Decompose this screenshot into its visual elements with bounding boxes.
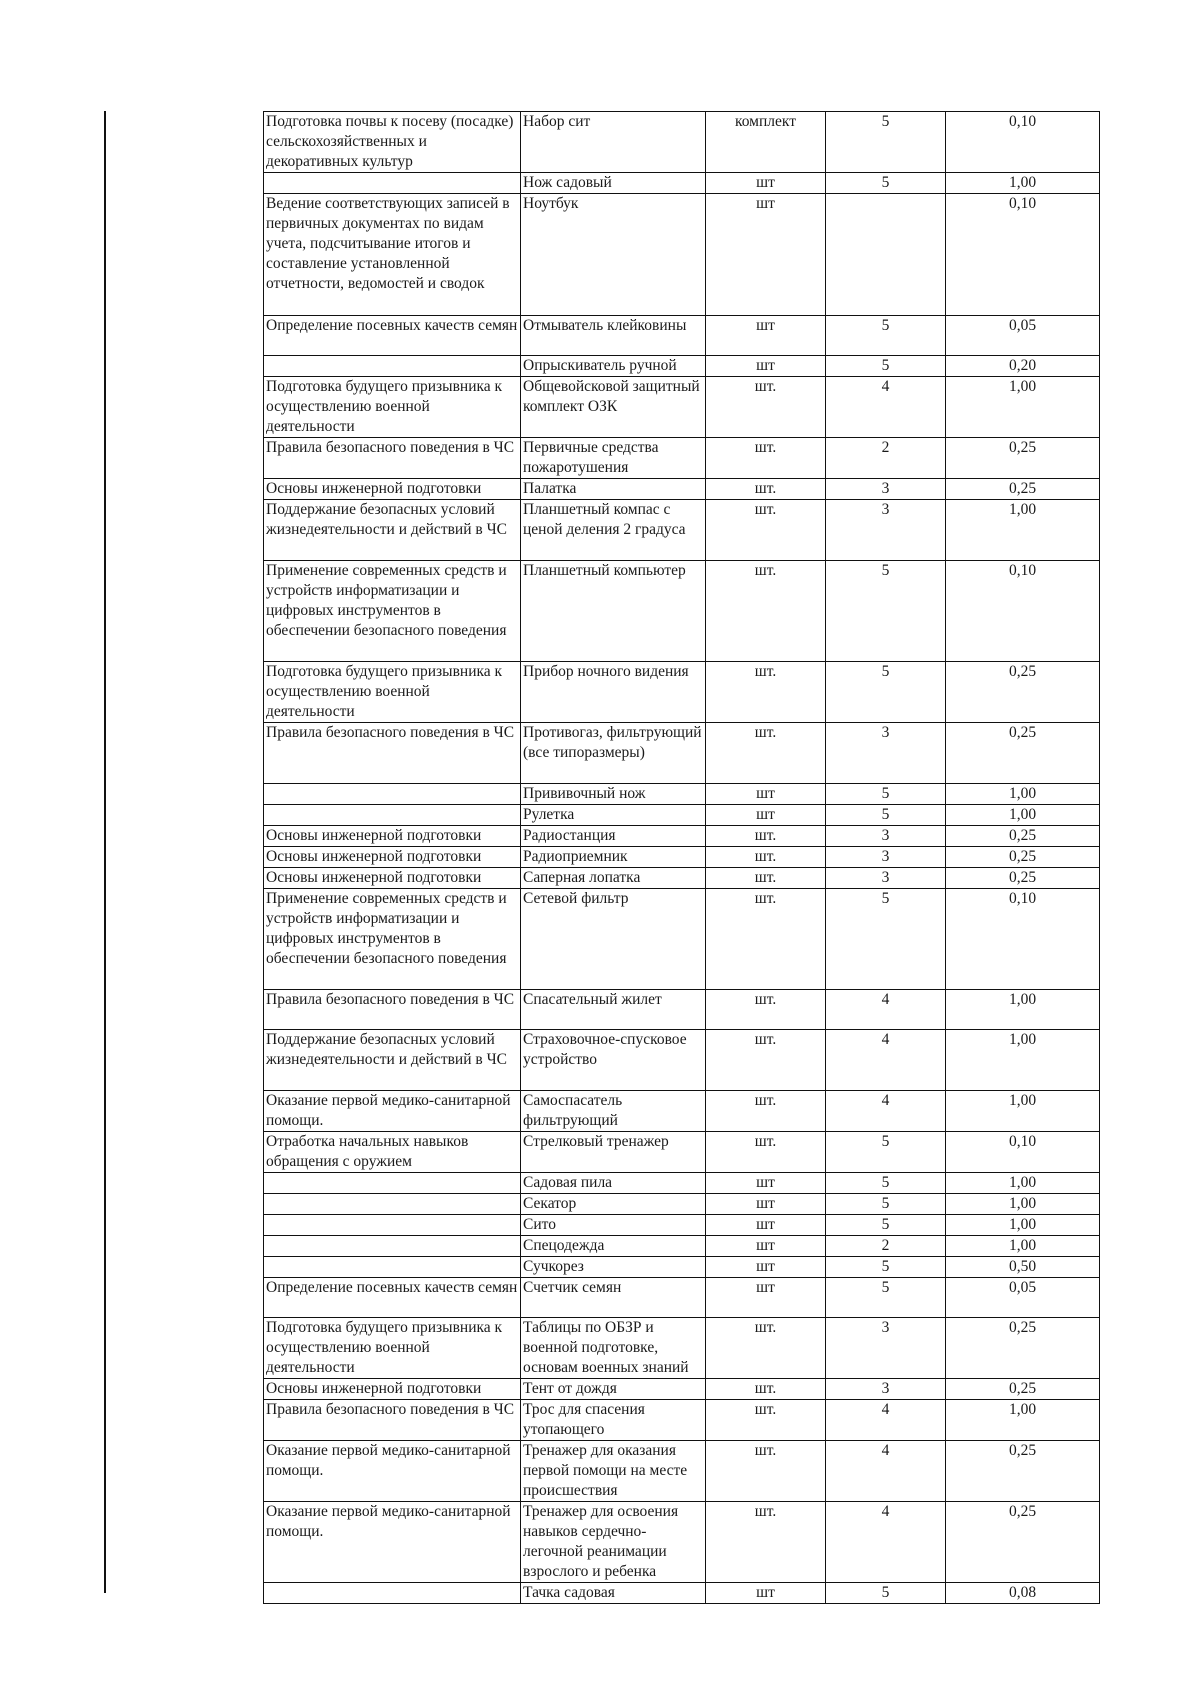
coef-cell: 1,00 — [946, 1194, 1100, 1215]
topic-cell: Поддержание безопасных условий жизнедеятельности и действий в ЧС — [264, 1030, 521, 1091]
coef-cell: 1,00 — [946, 377, 1100, 438]
item-cell: Тачка садовая — [521, 1583, 706, 1604]
table-row — [264, 1318, 1100, 1379]
qty-cell: 5 — [826, 1257, 946, 1278]
unit-cell: шт — [706, 1236, 826, 1257]
qty-cell: 3 — [826, 723, 946, 784]
unit-cell: шт — [706, 1194, 826, 1215]
table-row — [264, 1173, 1100, 1194]
qty-cell: 5 — [826, 784, 946, 805]
table-row — [264, 1194, 1100, 1215]
topic-cell: Правила безопасного поведения в ЧС — [264, 723, 521, 784]
coef-cell: 0,25 — [946, 826, 1100, 847]
item-cell: Прививочный нож — [521, 784, 706, 805]
topic-cell: Правила безопасного поведения в ЧС — [264, 1400, 521, 1441]
item-cell: Ноутбук — [521, 194, 706, 316]
item-cell: Общевойсковой защитный комплект ОЗК — [521, 377, 706, 438]
item-cell: Саперная лопатка — [521, 868, 706, 889]
coef-cell: 0,25 — [946, 723, 1100, 784]
blank-left-column — [106, 111, 264, 1593]
item-cell: Сетевой фильтр — [521, 889, 706, 990]
qty-cell: 5 — [826, 1583, 946, 1604]
topic-cell: Основы инженерной подготовки — [264, 1379, 521, 1400]
unit-cell: шт — [706, 1173, 826, 1194]
qty-cell: 5 — [826, 1194, 946, 1215]
table-row — [264, 889, 1100, 990]
item-cell: Тент от дождя — [521, 1379, 706, 1400]
qty-cell: 3 — [826, 826, 946, 847]
topic-cell — [264, 1236, 521, 1257]
coef-cell: 0,05 — [946, 316, 1100, 356]
item-cell: Спасательный жилет — [521, 990, 706, 1030]
table-row — [264, 356, 1100, 377]
coef-cell: 1,00 — [946, 1400, 1100, 1441]
coef-cell: 1,00 — [946, 1236, 1100, 1257]
unit-cell: шт. — [706, 377, 826, 438]
unit-cell: шт. — [706, 500, 826, 561]
topic-cell — [264, 1194, 521, 1215]
unit-cell: шт. — [706, 479, 826, 500]
qty-cell: 5 — [826, 889, 946, 990]
item-cell: Счетчик семян — [521, 1278, 706, 1318]
coef-cell: 0,50 — [946, 1257, 1100, 1278]
table-row — [264, 1132, 1100, 1173]
qty-cell: 3 — [826, 500, 946, 561]
equipment-table — [263, 111, 1100, 1604]
coef-cell: 0,25 — [946, 1441, 1100, 1502]
unit-cell: шт. — [706, 1379, 826, 1400]
coef-cell: 0,10 — [946, 1132, 1100, 1173]
coef-cell: 0,25 — [946, 1379, 1100, 1400]
item-cell: Трос для спасения утопающего — [521, 1400, 706, 1441]
topic-cell: Поддержание безопасных условий жизнедеятельности и действий в ЧС — [264, 500, 521, 561]
topic-cell — [264, 784, 521, 805]
unit-cell: шт. — [706, 438, 826, 479]
qty-cell: 3 — [826, 847, 946, 868]
table-row — [264, 1091, 1100, 1132]
table-row — [264, 377, 1100, 438]
table-row — [264, 112, 1100, 173]
table-row — [264, 990, 1100, 1030]
item-cell: Первичные средства пожаротушения — [521, 438, 706, 479]
topic-cell: Отработка начальных навыков обращения с оружием — [264, 1132, 521, 1173]
table-row — [264, 1441, 1100, 1502]
item-cell: Спецодежда — [521, 1236, 706, 1257]
unit-cell: шт — [706, 1583, 826, 1604]
coef-cell: 1,00 — [946, 500, 1100, 561]
unit-cell: шт. — [706, 561, 826, 662]
qty-cell: 5 — [826, 805, 946, 826]
qty-cell: 4 — [826, 1400, 946, 1441]
table-row — [264, 662, 1100, 723]
table-row — [264, 1583, 1100, 1604]
table-row — [264, 1030, 1100, 1091]
item-cell: Страховочное-спусковое устройство — [521, 1030, 706, 1091]
qty-cell: 4 — [826, 1030, 946, 1091]
item-cell: Опрыскиватель ручной — [521, 356, 706, 377]
topic-cell — [264, 1173, 521, 1194]
topic-cell: Оказание первой медико-санитарной помощи. — [264, 1502, 521, 1583]
coef-cell: 0,25 — [946, 1318, 1100, 1379]
topic-cell: Подготовка будущего призывника к осуществлению военной деятельности — [264, 1318, 521, 1379]
qty-cell: 4 — [826, 1091, 946, 1132]
topic-cell — [264, 805, 521, 826]
unit-cell: шт — [706, 784, 826, 805]
table-row — [264, 561, 1100, 662]
qty-cell: 5 — [826, 112, 946, 173]
unit-cell: шт — [706, 1278, 826, 1318]
qty-cell: 4 — [826, 1502, 946, 1583]
unit-cell: шт. — [706, 723, 826, 784]
topic-cell: Оказание первой медико-санитарной помощи. — [264, 1441, 521, 1502]
coef-cell: 0,10 — [946, 889, 1100, 990]
qty-cell — [826, 194, 946, 316]
unit-cell: шт. — [706, 826, 826, 847]
item-cell: Отмыватель клейковины — [521, 316, 706, 356]
table-row — [264, 1278, 1100, 1318]
coef-cell: 0,10 — [946, 194, 1100, 316]
topic-cell — [264, 1215, 521, 1236]
unit-cell: шт. — [706, 990, 826, 1030]
table-row — [264, 784, 1100, 805]
qty-cell: 4 — [826, 1441, 946, 1502]
coef-cell: 1,00 — [946, 1091, 1100, 1132]
topic-cell: Определение посевных качеств семян — [264, 1278, 521, 1318]
qty-cell: 3 — [826, 1318, 946, 1379]
table-row — [264, 847, 1100, 868]
coef-cell: 0,05 — [946, 1278, 1100, 1318]
coef-cell: 1,00 — [946, 990, 1100, 1030]
coef-cell: 1,00 — [946, 805, 1100, 826]
topic-cell: Основы инженерной подготовки — [264, 868, 521, 889]
table-row — [264, 1379, 1100, 1400]
qty-cell: 5 — [826, 356, 946, 377]
unit-cell: шт. — [706, 1091, 826, 1132]
item-cell: Палатка — [521, 479, 706, 500]
item-cell: Рулетка — [521, 805, 706, 826]
unit-cell: комплект — [706, 112, 826, 173]
unit-cell: шт. — [706, 1502, 826, 1583]
topic-cell: Подготовка почвы к посеву (посадке) сельскохозяйственных и декоративных культур — [264, 112, 521, 173]
item-cell: Противогаз, фильтрующий (все типоразмеры) — [521, 723, 706, 784]
qty-cell: 3 — [826, 479, 946, 500]
topic-cell: Подготовка будущего призывника к осуществлению военной деятельности — [264, 662, 521, 723]
unit-cell: шт. — [706, 1441, 826, 1502]
item-cell: Сучкорез — [521, 1257, 706, 1278]
item-cell: Планшетный компьютер — [521, 561, 706, 662]
unit-cell: шт — [706, 356, 826, 377]
qty-cell: 5 — [826, 1132, 946, 1173]
qty-cell: 3 — [826, 1379, 946, 1400]
table-row — [264, 723, 1100, 784]
coef-cell: 0,08 — [946, 1583, 1100, 1604]
item-cell: Прибор ночного видения — [521, 662, 706, 723]
item-cell: Тренажер для освоения навыков сердечно-легочной реанимации взрослого и ребенка — [521, 1502, 706, 1583]
topic-cell: Применение современных средств и устройств информатизации и цифровых инструментов в обеспечении безопасного поведения — [264, 889, 521, 990]
item-cell: Самоспасатель фильтрующий — [521, 1091, 706, 1132]
item-cell: Садовая пила — [521, 1173, 706, 1194]
topic-cell: Оказание первой медико-санитарной помощи. — [264, 1091, 521, 1132]
table-row — [264, 868, 1100, 889]
item-cell: Секатор — [521, 1194, 706, 1215]
qty-cell: 5 — [826, 173, 946, 194]
coef-cell: 1,00 — [946, 1173, 1100, 1194]
topic-cell: Подготовка будущего призывника к осуществлению военной деятельности — [264, 377, 521, 438]
coef-cell: 0,10 — [946, 561, 1100, 662]
unit-cell: шт. — [706, 1400, 826, 1441]
topic-cell — [264, 1257, 521, 1278]
coef-cell: 1,00 — [946, 1215, 1100, 1236]
qty-cell: 2 — [826, 438, 946, 479]
qty-cell: 4 — [826, 377, 946, 438]
table-row — [264, 1257, 1100, 1278]
item-cell: Таблицы по ОБЗР и военной подготовке, основам военных знаний — [521, 1318, 706, 1379]
qty-cell: 2 — [826, 1236, 946, 1257]
topic-cell: Основы инженерной подготовки — [264, 479, 521, 500]
coef-cell: 0,20 — [946, 356, 1100, 377]
topic-cell: Ведение соответствующих записей в первичных документах по видам учета, подсчитывание итогов и составление установленной отчетности, ведомостей и сводок — [264, 194, 521, 316]
qty-cell: 5 — [826, 1215, 946, 1236]
qty-cell: 5 — [826, 1173, 946, 1194]
qty-cell: 5 — [826, 316, 946, 356]
unit-cell: шт. — [706, 868, 826, 889]
item-cell: Стрелковый тренажер — [521, 1132, 706, 1173]
coef-cell: 1,00 — [946, 173, 1100, 194]
item-cell: Радиоприемник — [521, 847, 706, 868]
qty-cell: 5 — [826, 662, 946, 723]
table-row — [264, 1215, 1100, 1236]
item-cell: Радиостанция — [521, 826, 706, 847]
unit-cell: шт. — [706, 1132, 826, 1173]
item-cell: Планшетный компас с ценой деления 2 градуса — [521, 500, 706, 561]
unit-cell: шт. — [706, 662, 826, 723]
item-cell: Тренажер для оказания первой помощи на месте происшествия — [521, 1441, 706, 1502]
unit-cell: шт — [706, 1215, 826, 1236]
table-row — [264, 826, 1100, 847]
unit-cell: шт. — [706, 1030, 826, 1091]
topic-cell: Основы инженерной подготовки — [264, 847, 521, 868]
unit-cell: шт — [706, 316, 826, 356]
unit-cell: шт — [706, 194, 826, 316]
unit-cell: шт. — [706, 889, 826, 990]
table-row — [264, 438, 1100, 479]
unit-cell: шт. — [706, 1318, 826, 1379]
topic-cell: Основы инженерной подготовки — [264, 826, 521, 847]
topic-cell: Применение современных средств и устройств информатизации и цифровых инструментов в обеспечении безопасного поведения — [264, 561, 521, 662]
qty-cell: 5 — [826, 561, 946, 662]
coef-cell: 1,00 — [946, 1030, 1100, 1091]
table-row — [264, 194, 1100, 316]
coef-cell: 0,25 — [946, 662, 1100, 723]
topic-cell: Правила безопасного поведения в ЧС — [264, 438, 521, 479]
topic-cell — [264, 1583, 521, 1604]
table-row — [264, 173, 1100, 194]
topic-cell: Правила безопасного поведения в ЧС — [264, 990, 521, 1030]
coef-cell: 1,00 — [946, 784, 1100, 805]
table-row — [264, 1236, 1100, 1257]
coef-cell: 0,25 — [946, 1502, 1100, 1583]
qty-cell: 3 — [826, 868, 946, 889]
unit-cell: шт. — [706, 847, 826, 868]
item-cell: Сито — [521, 1215, 706, 1236]
coef-cell: 0,25 — [946, 438, 1100, 479]
topic-cell: Определение посевных качеств семян — [264, 316, 521, 356]
topic-cell — [264, 356, 521, 377]
topic-cell — [264, 173, 521, 194]
qty-cell: 4 — [826, 990, 946, 1030]
coef-cell: 0,25 — [946, 868, 1100, 889]
qty-cell: 5 — [826, 1278, 946, 1318]
item-cell: Нож садовый — [521, 173, 706, 194]
coef-cell: 0,25 — [946, 847, 1100, 868]
table-row — [264, 479, 1100, 500]
table-row — [264, 1502, 1100, 1583]
unit-cell: шт — [706, 805, 826, 826]
table-row — [264, 805, 1100, 826]
table-row — [264, 1400, 1100, 1441]
coef-cell: 0,10 — [946, 112, 1100, 173]
unit-cell: шт — [706, 173, 826, 194]
coef-cell: 0,25 — [946, 479, 1100, 500]
table-row — [264, 500, 1100, 561]
table-row — [264, 316, 1100, 356]
item-cell: Набор сит — [521, 112, 706, 173]
unit-cell: шт — [706, 1257, 826, 1278]
